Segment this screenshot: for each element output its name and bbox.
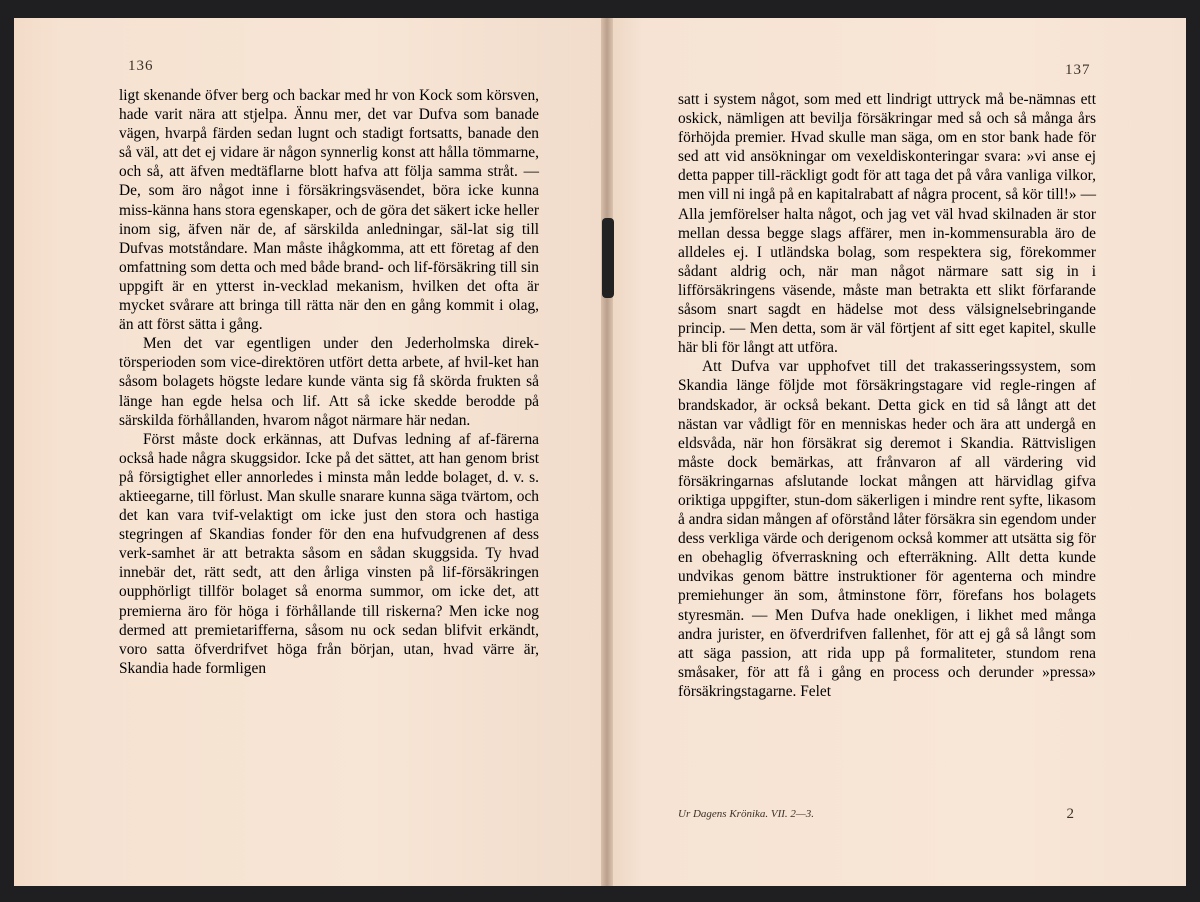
left-paragraph-1: ligt skenande öfver berg och backar med hr von Kock som körsven, hade varit nära att stjelpa. Ännu mer, det var Dufva som banade vägen, hvarpå färden sedan lugnt och stadigt fortsatts, banade den så väl, att det ej vidare är någon synnerlig konst att hålla tömmarne, och så, att äfven medtäflarne blott hafva att följa samma stråt. — De, som äro något inne i försäkringsväsendet, böra icke kunna miss-känna hans stora egenskaper, och de göra det säkert icke heller inom sig, äfven när de, af särskilda anledningar, säl-lat sig till Dufvas motståndare. Man måste ihågkomma, att ett företag af den omfattning som detta och med både brand- och lif-försäkring till sin uppgift är en ytterst in-vecklad mekanism, hvilken det ofta är mycket svårare att bringa till rätta när den en gång kommit i olag, än att först sätta i gång. — [119, 87, 539, 334]
left-paragraph-2: Men det var egentligen under den Jederholmska direk-törsperioden som vice-direktören utfört detta arbete, af hvil-ket han såsom bolagets högste ledare kunde vänta sig få skörda frukten så länge han egde helsa och lif. Att så icke skedde berodde på särskilda förhållanden, hvarom något närmare här nedan. — [119, 335, 539, 429]
footer-source: Ur Dagens Krönika. VII. 2—3. — [678, 808, 814, 820]
book-gutter — [601, 18, 613, 886]
left-page-number: 136 — [128, 58, 154, 74]
binding-stitch — [602, 218, 614, 298]
right-paragraph-1: satt i system något, som med ett lindrigt uttryck må be-nämnas ett oskick, nämligen att bevilja försäkringar med så och så många års förhöjda premier. Hvad skulle man säga, om en stor bank hade för sed att vid ansökningar om vexeldiskonteringar svara: »vi anse ej detta papper till-räckligt godt för att taga det på våra vanliga vilkor, men vill ni ingå på en kapitalrabatt af några procent, så kör till!» — Alla jemförelser halta något, och jag vet väl hvad skilnaden är stor mellan dessa begge slags affärer, men in-kommensurabla äro de alldeles ej. I utländska bolag, som respektera sig, förekommer sådant aldrig och, när man något närmare satt sig in i lifförsäkringens väsende, måste man betrakta ett slikt förfarande såsom snart sagdt en hädelse mot dess välsignelsebringande princip. — Men detta, som är väl förtjent af sitt eget kapitel, skulle här bli för långt att utföra. — [678, 91, 1096, 357]
page-footer — [678, 808, 1096, 820]
right-page-text — [678, 90, 1096, 701]
signature-mark: 2 — [1066, 806, 1074, 822]
right-page-number: 137 — [1065, 62, 1091, 78]
right-paragraph-2: Att Dufva var upphofvet till det trakasseringssystem, som Skandia länge följde mot försäkringstagare vid regle-ringen af brandskador, är också bekant. Detta gick en tid så långt att det nästan var vådligt för en menniskas heder och ära att undergå en eldsvåda, när hon försäkrat sig deremot i Skandia. Rättvisligen måste dock bemärkas, att frånvaron af all värdering vid försäkringarnas afslutande lockat mången att härvidlag gifva oriktiga uppgifter, stun-dom säkerligen i mindre rent syfte, likasom å andra sidan mången af oförstånd låter försäkra sin egendom under dess verkliga värde och derigenom också kommer att utsätta sig för en obehaglig öfverraskning och efterräkning. Allt detta kunde undvikas genom bättre instruktioner för agenterna och mindre premiehunger än som, åtminstone förr, förefans hos bolagets styresmän. — Men Dufva hade onekligen, i likhet med många andra jurister, en öfverdrifven fallenhet, för att ej gå så långt som att säga passion, att rida upp på formaliteter, stundom rena småsaker, för att få i gång en process och derunder »pressa» försäkringstagarne. Felet — [678, 358, 1096, 700]
left-page-text — [119, 86, 539, 678]
left-paragraph-3: Först måste dock erkännas, att Dufvas ledning af af-färerna också hade några skuggsidor. Icke på det sättet, att han genom brist på försigtighet eller annorledes i minsta mån ledde bolaget, d. v. s. aktieegarne, till förlust. Man skulle snarare kunna säga tvärtom, och det kan vara tvif-velaktigt om icke just den stora och hastiga stegringen af Skandias fonder för den ena hufvudgrenen af dess verk-samhet är att betrakta såsom en sådan skuggsida. Ty hvad innebär det, rätt sedt, att den årliga vinsten på lif-försäkringen oupphörligt tillför bolaget så enorma summor, om icke det, att premierna äro för höga i förhållande till riskerna? Men icke nog dermed att premietarifferna, såsom nu ock sedan blifvit erkändt, voro satta öfverdrifvet höga från början, utan, hvad värre är, Skandia hade formligen — [119, 430, 539, 677]
